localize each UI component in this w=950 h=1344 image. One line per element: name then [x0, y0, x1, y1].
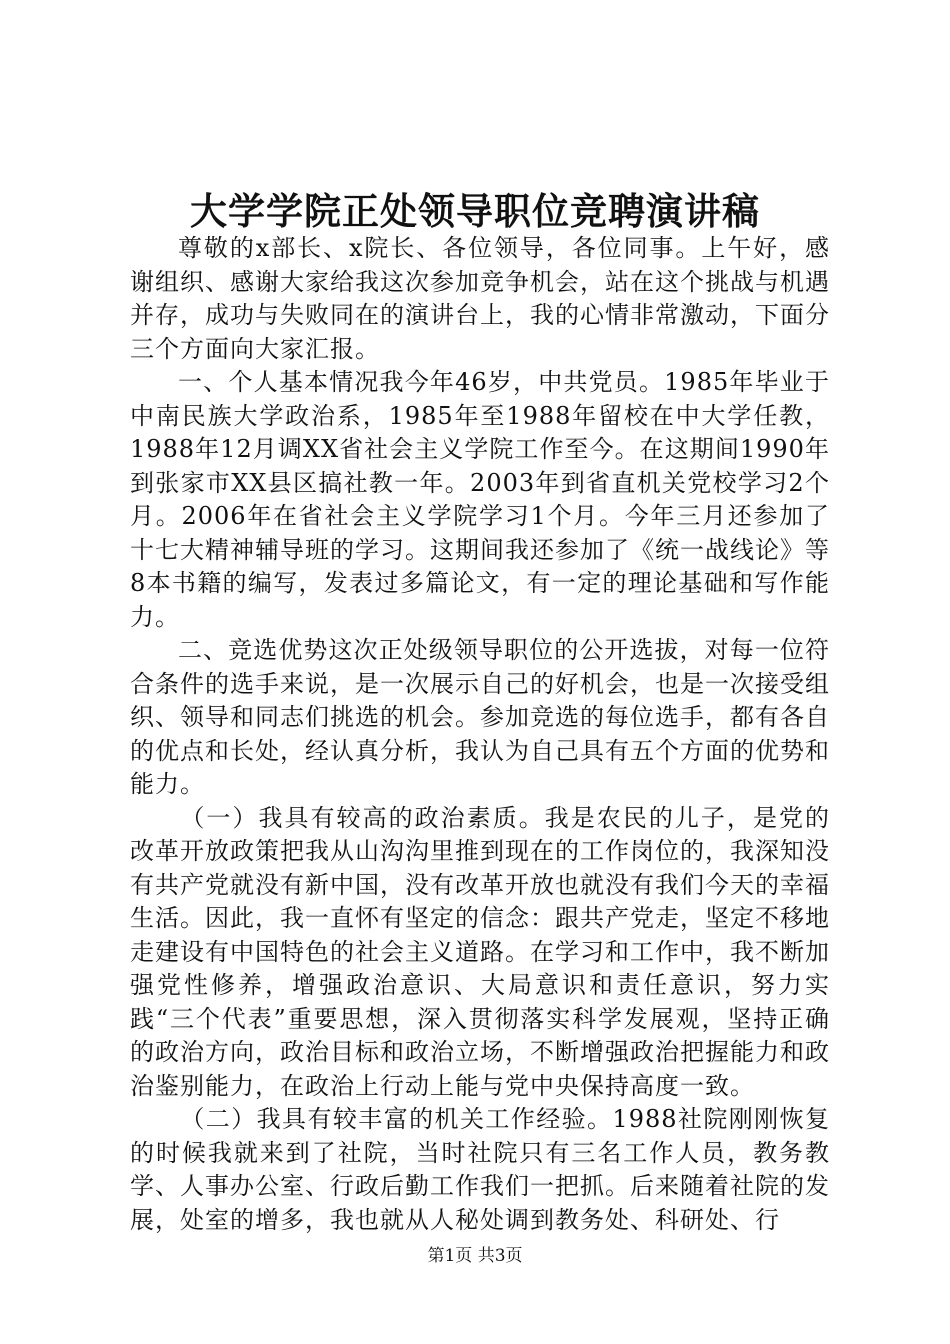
paragraph-political-quality: （一）我具有较高的政治素质。我是农民的儿子，是党的改革开放政策把我从山沟沟里推到现在的工作岗位的，我深知没有共产党就没有新中国，没有改革开放也就没有我们今天的幸福生活。因此，我一直怀有坚定的信念：跟共产党走，坚定不移地走建设有中国特色的社会主义道路。在学习和工作中，我不断加强党性修养，增强政治意识、大局意识和责任意识，努力实践“三个代表”重要思想，深入贯彻落实科学发展观，坚持正确的政治方向，政治目标和政治立场，不断增强政治把握能力和政治鉴别能力，在政治上行动上能与党中央保持高度一致。 [130, 803, 830, 1100]
paragraph-basic-info: 一、个人基本情况我今年46岁，中共党员。1985年毕业于中南民族大学政治系，1985年至1988年留校在中大学任教，1988年12月调XX省社会主义学院工作至今。在这期间1990年到张家市XX县区搞社教一年。2003年到省直机关党校学习2个月。2006年在省社会主义学院学习1个月。今年三月还参加了十七大精神辅导班的学习。这期间我还参加了《统一战线论》等8本书籍的编写，发表过多篇论文，有一定的理论基础和写作能力。 [130, 368, 830, 631]
paragraph-work-experience: （二）我具有较丰富的机关工作经验。1988社院刚刚恢复的时候我就来到了社院，当时社院只有三名工作人员，教务教学、人事办公室、行政后勤工作我们一把抓。后来随着社院的发展，处室的增多，我也就从人秘处调到教务处、科研处、行 [130, 1105, 830, 1234]
page-number-footer: 第1页 共3页 [427, 1246, 523, 1266]
paragraph-greeting: 尊敬的x部长、x院长、各位领导，各位同事。上午好，感谢组织、感谢大家给我这次参加竞争机会，站在这个挑战与机遇并存，成功与失败同在的演讲台上，我的心情非常激动，下面分三个方面向大家汇报。 [130, 234, 830, 363]
document-title: 大学学院正处领导职位竞聘演讲稿 [190, 189, 760, 233]
document-body [130, 232, 830, 1237]
paragraph-advantages: 二、竞选优势这次正处级领导职位的公开选拔，对每一位符合条件的选手来说，是一次展示自己的好机会，也是一次接受组织、领导和同志们挑选的机会。参加竞选的每位选手，都有各自的优点和长处，经认真分析，我认为自己具有五个方面的优势和能力。 [130, 636, 830, 798]
